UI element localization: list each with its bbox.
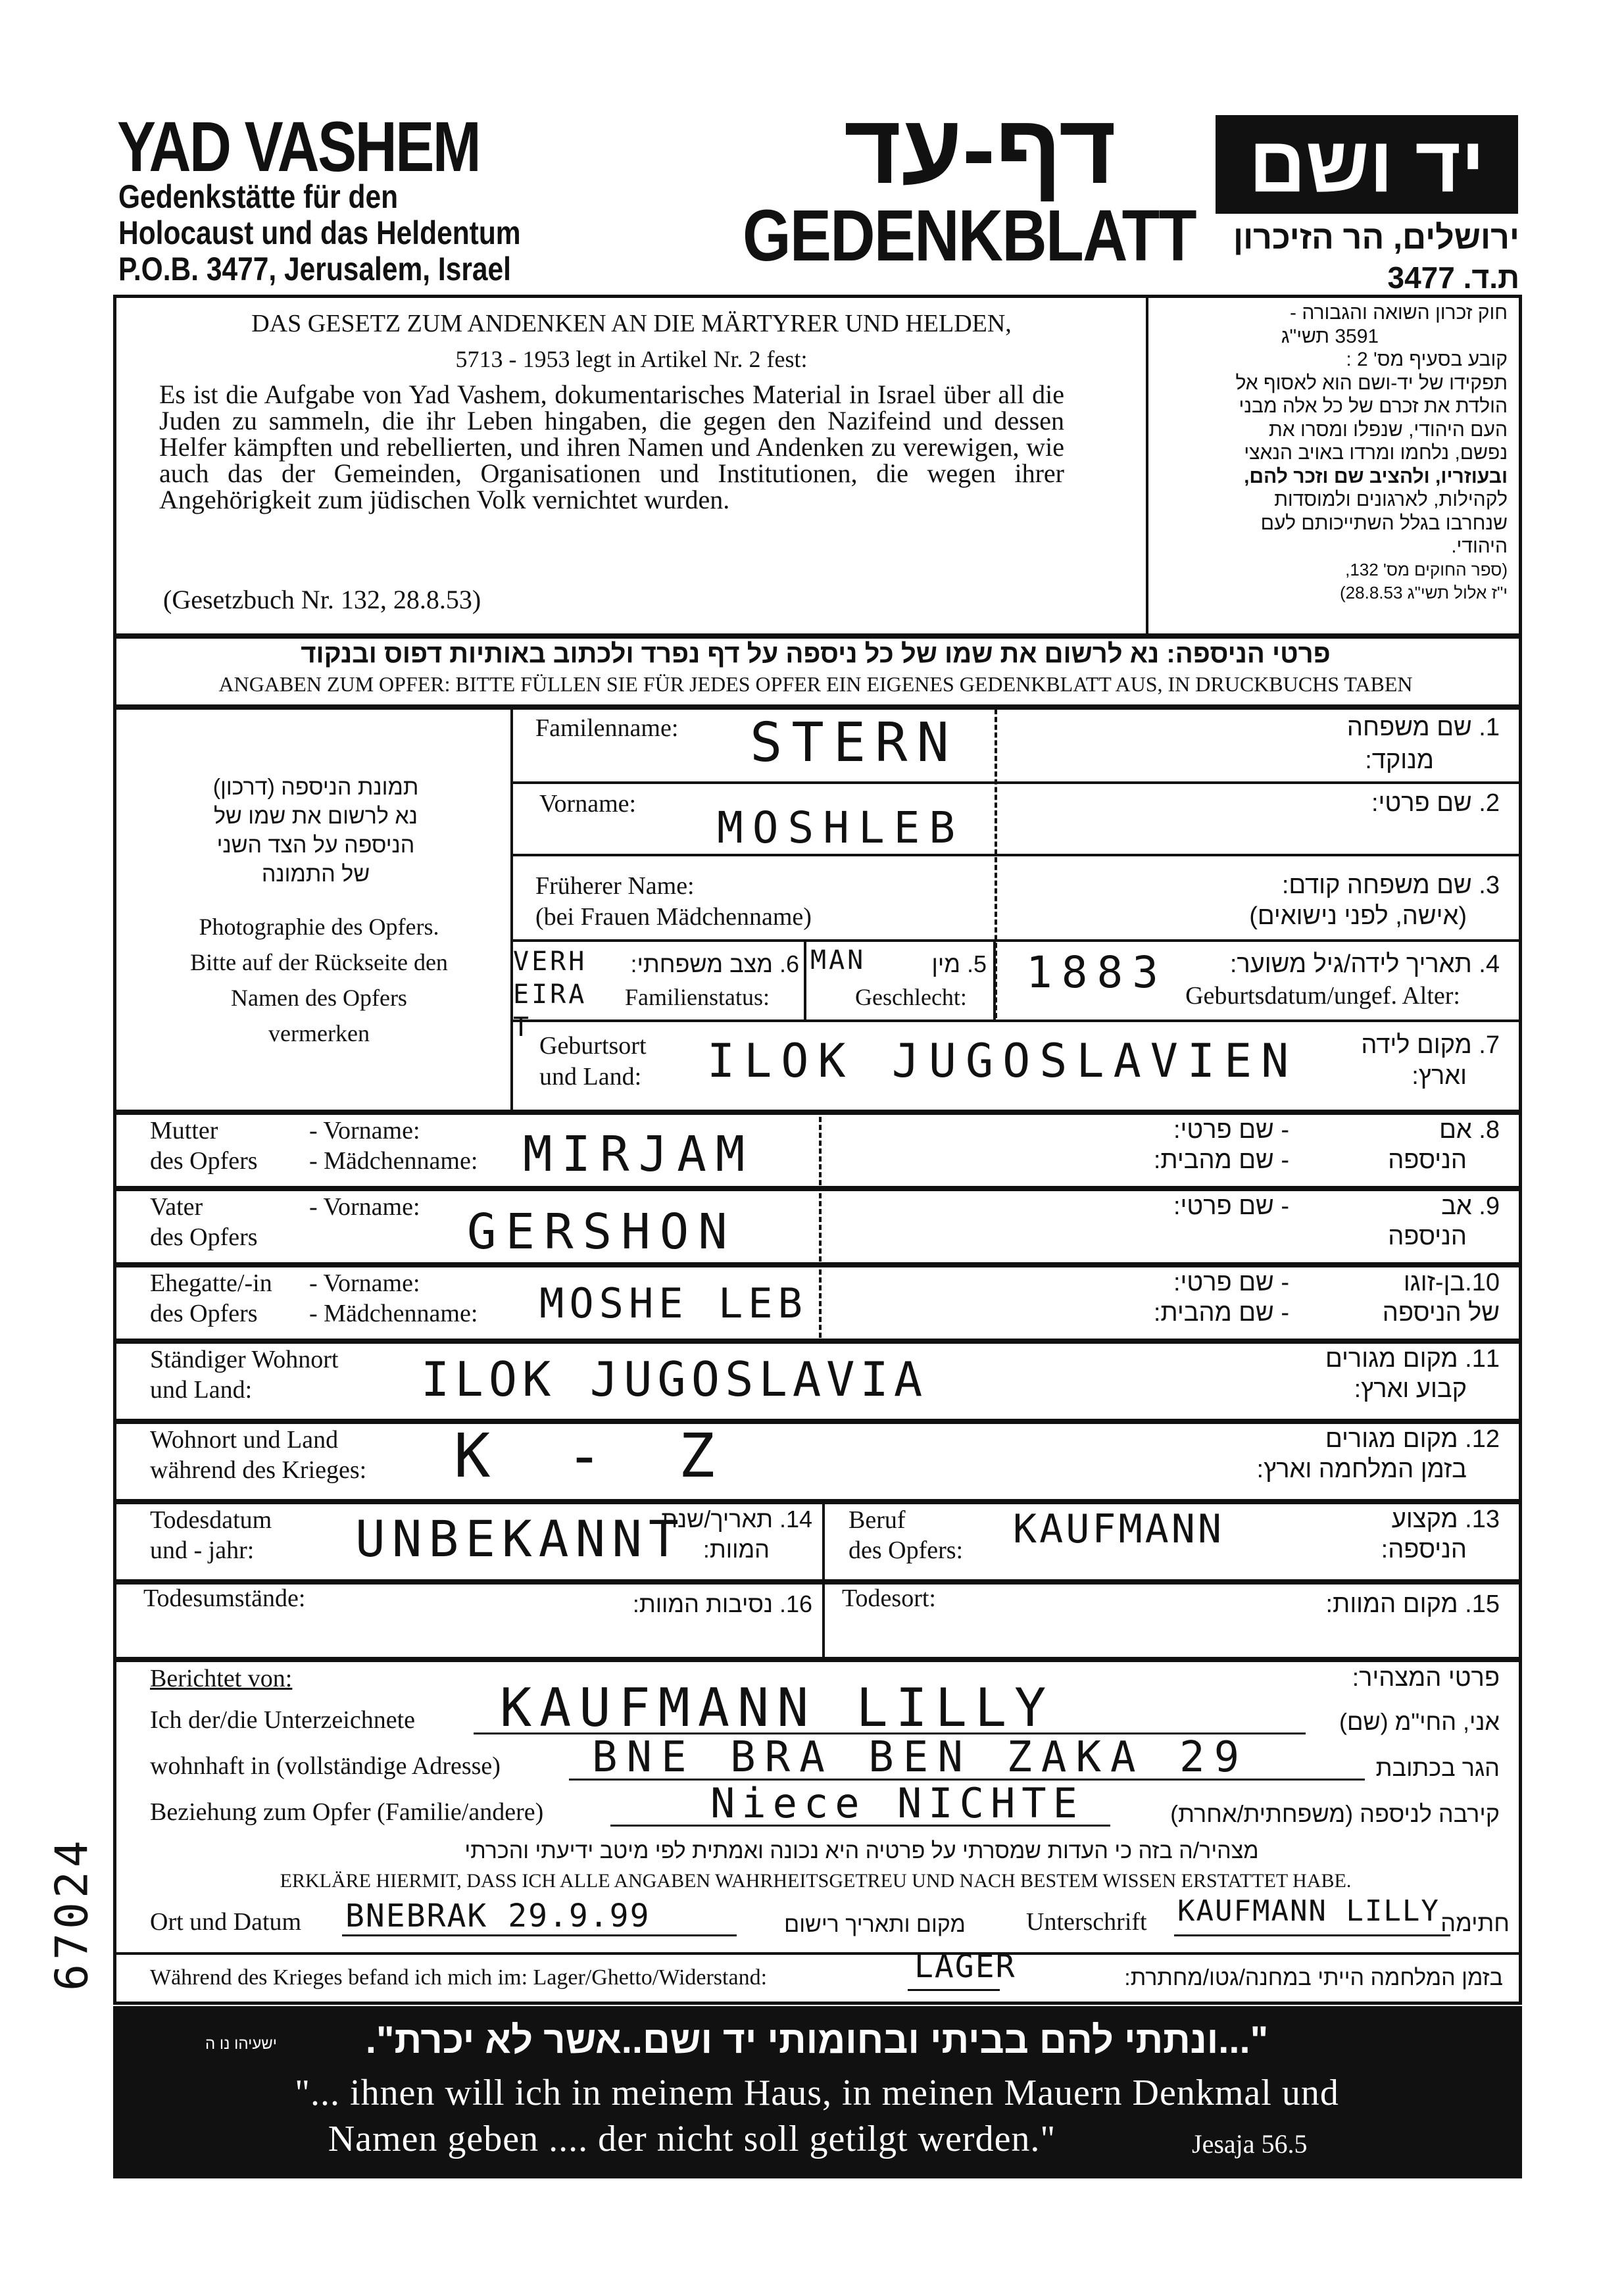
field10-heb: 10.בן-זוגו bbox=[1403, 1269, 1500, 1296]
declaration-german: ERKLÄRE HIERMIT, DASS ICH ALLE ANGABEN WAHRHEITSGETREU UND NACH BESTEM WISSEN ERSTATTET HABE. bbox=[280, 1870, 1352, 1892]
field8-heb2: הניספה bbox=[1388, 1146, 1467, 1174]
law-heb-13: י"ז אלול תשי"ג 28.8.53) bbox=[1340, 583, 1508, 602]
field3-heb: 3. שם משפחה קודם: bbox=[1281, 872, 1500, 899]
field10-hsub2: - שם מהבית: bbox=[1153, 1299, 1289, 1327]
field12-heb2: בזמן המלחמה וארץ: bbox=[1256, 1456, 1467, 1483]
photo-hebrew bbox=[145, 773, 487, 889]
field16-label: Todesumstände: bbox=[143, 1585, 306, 1612]
field11-heb2: קבוע וארץ: bbox=[1354, 1375, 1467, 1403]
photo-heb-2: נא לרשום את שמו של bbox=[214, 804, 418, 829]
field3-heb2: (אישה, לפני נישואים) bbox=[1249, 902, 1467, 930]
law-title-1: DAS GESETZ ZUM ANDENKEN AN DIE MÄRTYRER UND HELDEN, bbox=[251, 310, 1012, 337]
field9-label: Vater bbox=[150, 1193, 203, 1221]
field15-heb: 15. מקום המוות: bbox=[1325, 1590, 1500, 1618]
field16-heb: 16. נסיבות המוות: bbox=[632, 1590, 812, 1617]
reporter-name-value[interactable]: KAUFMANN LILLY bbox=[500, 1677, 1054, 1738]
header-subtitle-3: P.O.B. 3477, Jerusalem, Israel bbox=[118, 251, 511, 287]
header-hebrew-pob: ת.ד. 3477 bbox=[1387, 260, 1519, 295]
field9-heb: 9. אב bbox=[1441, 1192, 1500, 1220]
field5-heb: 5. מין bbox=[931, 950, 987, 977]
law-title-2: 5713 - 1953 legt in Artikel Nr. 2 fest: bbox=[455, 346, 808, 372]
field8-label2: des Opfers bbox=[150, 1147, 258, 1175]
field14-label: Todesdatum bbox=[150, 1506, 272, 1534]
header-subtitle-2: Holocaust und das Heldentum bbox=[118, 214, 521, 251]
victim-header-hebrew: פרטי הניספה: נא לרשום את שמו של כל ניספה על דף נפרד ולכתוב באותיות דפוס ובנקוד bbox=[301, 639, 1331, 668]
footer-ref: Jesaja 56.5 bbox=[1192, 2129, 1308, 2159]
field5-divider bbox=[993, 941, 996, 1020]
law-heb-3: קובע בסעיף מס' 2 : bbox=[1346, 349, 1508, 370]
reporter-addr-value[interactable]: BNE BRA BEN ZAKA 29 bbox=[592, 1733, 1249, 1782]
field9-value[interactable]: GERSHON bbox=[467, 1204, 737, 1260]
field10-sub1: - Vorname: bbox=[309, 1269, 420, 1297]
field9-heb2: הניספה bbox=[1388, 1223, 1467, 1250]
law-citation: (Gesetzbuch Nr. 132, 28.8.53) bbox=[163, 585, 481, 614]
war-location-label: Während des Krieges befand ich mich im: Lager/Ghetto/Widerstand: bbox=[150, 1965, 768, 1990]
spouse-dash bbox=[819, 1269, 822, 1338]
field10-heb2: של הניספה bbox=[1382, 1299, 1500, 1327]
war-location-line bbox=[908, 1989, 1000, 1991]
field11-label: Ständiger Wohnort bbox=[150, 1346, 339, 1373]
signature-label: Unterschrift bbox=[1026, 1908, 1147, 1936]
law-heb-9: לקהילות, לארגונים ולמוסדות bbox=[1274, 489, 1508, 510]
field9-label2: des Opfers bbox=[150, 1223, 258, 1251]
field9-sub1: - Vorname: bbox=[309, 1193, 420, 1221]
field2-value[interactable]: MOSHLEB bbox=[717, 802, 965, 853]
field12-label: Wohnort und Land bbox=[150, 1426, 339, 1454]
field8-heb: 8. אם bbox=[1439, 1116, 1500, 1144]
field6-label: Familienstatus: bbox=[625, 984, 770, 1010]
war-location-heb: בזמן המלחמה הייתי במחנה/גטו/מחתרת: bbox=[1124, 1965, 1503, 1990]
field7-heb: 7. מקום לידה bbox=[1361, 1031, 1500, 1059]
footer-german-1: "... ihnen will ich in meinem Haus, in meinen Mauern Denkmal und bbox=[295, 2073, 1339, 2113]
field14-heb: 14. תאריך/שנת bbox=[661, 1506, 812, 1533]
law-heb-12: (ספר החוקים מס' 132, bbox=[1345, 559, 1508, 579]
row-sep-2 bbox=[512, 854, 1521, 856]
law-heb-6: העם היהודי, שנפלו ומסרו את bbox=[1269, 418, 1508, 441]
place-date-label: Ort und Datum bbox=[150, 1908, 302, 1936]
gedenkblatt-title: GEDENKBLATT bbox=[743, 195, 1196, 276]
field2-label: Vorname: bbox=[539, 790, 637, 818]
law-hebrew-text bbox=[1152, 301, 1508, 605]
field1-heb: 1. שם משפחה bbox=[1346, 714, 1500, 741]
field6-divider bbox=[804, 941, 806, 1020]
field4-label: Geburtsdatum/ungef. Alter: bbox=[1185, 982, 1460, 1010]
law-heb-7: נפשם, נלחמו ומרדו באויב הנאצי bbox=[1244, 442, 1508, 464]
side-archive-number: 67024 bbox=[46, 1836, 99, 1991]
signature-value[interactable]: KAUFMANN LILLY bbox=[1177, 1894, 1440, 1928]
reporter-rel-label: Beziehung zum Opfer (Familie/andere) bbox=[150, 1798, 544, 1826]
field10-hsub1: - שם פרטי: bbox=[1173, 1269, 1289, 1296]
reporter-rel-value[interactable]: Niece NICHTE bbox=[710, 1779, 1084, 1827]
field12-heb: 12. מקום מגורים bbox=[1325, 1425, 1500, 1453]
field10-label2: des Opfers bbox=[150, 1300, 258, 1327]
reporter-heading-heb: פרטי המצהיר: bbox=[1352, 1664, 1500, 1692]
field1-label: Familenname: bbox=[535, 714, 679, 742]
header-subtitle-1: Gedenkstätte für den bbox=[118, 178, 399, 215]
field13-label2: des Opfers: bbox=[849, 1536, 964, 1564]
field8-sub2: - Mädchenname: bbox=[309, 1147, 478, 1175]
field6-heb: 6. מצב משפחתי: bbox=[630, 950, 799, 977]
photo-heb-3: הניספה על הצד השני bbox=[216, 833, 415, 858]
field14-value[interactable]: UNBEKANNT bbox=[355, 1510, 685, 1568]
war-location-separator bbox=[114, 1952, 1521, 1955]
war-location-value[interactable]: LAGER bbox=[914, 1948, 1016, 1985]
footer-banner bbox=[113, 2006, 1522, 2178]
header-hebrew-address: ירושלים, הר הזיכרון bbox=[1233, 219, 1519, 256]
signature-heb: חתימה bbox=[1440, 1909, 1510, 1936]
photo-divider bbox=[510, 708, 513, 1112]
field6-value[interactable]: VERHEIRAT bbox=[513, 946, 587, 1043]
reporter-name-heb: אני, החי"מ (שם) bbox=[1339, 1708, 1500, 1735]
field10-value[interactable]: MOSHE LEB bbox=[539, 1279, 808, 1327]
reporter-heading: Berichtet von: bbox=[150, 1665, 293, 1692]
field12-label2: während des Krieges: bbox=[150, 1456, 367, 1484]
field7-label2: und Land: bbox=[539, 1063, 642, 1091]
law-heb-1: חוק זכרון השואה והגבורה - bbox=[1290, 302, 1508, 324]
yad-vashem-title: YAD VASHEM bbox=[117, 107, 480, 186]
victim-header-german: ANGABEN ZUM OPFER: BITTE FÜLLEN SIE FÜR JEDES OPFER EIN EIGENES GEDENKBLATT AUS, IN DRUCKBUCHS TABEN bbox=[218, 672, 1413, 696]
reporter-name-label: Ich der/die Unterzeichnete bbox=[150, 1706, 415, 1734]
death-job-box bbox=[113, 1501, 1522, 1583]
field13-heb: 13. מקצוע bbox=[1391, 1506, 1500, 1533]
field12-value[interactable]: K - Z bbox=[454, 1421, 735, 1491]
field4-value[interactable]: 1883 bbox=[1026, 947, 1168, 998]
footer-hebrew: "...ונתתי להם בביתי ובחומותי יד ושם..אשר לא יכרת". bbox=[365, 2019, 1269, 2061]
field4-heb: 4. תאריך לידה/גיל משוער: bbox=[1229, 950, 1500, 978]
law-heb-4: תפקידו של יד-ושם הוא לאסוף אל bbox=[1235, 372, 1508, 394]
field13-label: Beruf bbox=[849, 1506, 906, 1534]
reporter-rel-heb: קירבה לניספה (משפחתית/אחרת) bbox=[1170, 1800, 1500, 1827]
field8-hsub2: - שם מהבית: bbox=[1153, 1146, 1289, 1174]
field11-value[interactable]: ILOK JUGOSLAVIA bbox=[421, 1352, 928, 1407]
header-hebrew-title: דף-עד bbox=[843, 93, 1117, 204]
photo-de-3: Namen des Opfers bbox=[231, 985, 407, 1011]
law-heb-5: הולדת את זכרם של כל אלה מבני bbox=[1239, 395, 1508, 417]
field8-sub1: - Vorname: bbox=[309, 1117, 420, 1144]
field8-label: Mutter bbox=[150, 1117, 218, 1144]
law-heb-10: שנחרבו בגלל השתייכותם לעם bbox=[1260, 512, 1508, 534]
field10-sub2: - Mädchenname: bbox=[309, 1300, 478, 1327]
law-body: Es ist die Aufgabe von Yad Vashem, dokumentarisches Material in Israel über all die Juden zu sammeln, die ihr Leben hingaben, die gegen den Nazifeind und dessen Helfer kämpften und rebellierten, und ihren Namen und Andenken zu verewigen, wie auch das der Gemeinden, Organisationen und Institutionen, die wegen ihrer Angehörigkeit zum jüdischen Volk vernichtet wurden. bbox=[159, 380, 1064, 514]
field1-value[interactable]: STERN bbox=[750, 712, 958, 774]
field7-label: Geburtsort bbox=[539, 1032, 647, 1060]
reporter-addr-label: wohnhaft in (vollständige Adresse) bbox=[150, 1752, 501, 1780]
law-heb-2: 3591 תשי"ג bbox=[1281, 325, 1379, 347]
field7-value[interactable]: ILOK JUGOSLAVIEN bbox=[707, 1034, 1298, 1088]
field3-label: Früherer Name: bbox=[535, 872, 695, 900]
mother-dash bbox=[819, 1117, 822, 1185]
field14-heb2: המוות: bbox=[702, 1536, 770, 1563]
photo-heb-1: תמונת הניספה (דרכון) bbox=[212, 775, 419, 800]
reporter-addr-heb: הגר בכתובת bbox=[1375, 1754, 1500, 1781]
footer-german-2: Namen geben .... der nicht soll getilgt werden." bbox=[328, 2119, 1056, 2159]
row-sep-1 bbox=[512, 781, 1521, 784]
field2-heb: 2. שם פרטי: bbox=[1371, 789, 1500, 817]
field8-value[interactable]: MIRJAM bbox=[523, 1126, 754, 1183]
field7-heb2: וארץ: bbox=[1412, 1062, 1467, 1090]
field15-label: Todesort: bbox=[842, 1585, 936, 1612]
row-sep-3 bbox=[512, 939, 1521, 942]
field9-hsub1: - שם פרטי: bbox=[1173, 1192, 1289, 1220]
law-box-divider bbox=[1146, 296, 1148, 635]
father-dash bbox=[819, 1193, 822, 1262]
photo-de-2: Bitte auf der Rückseite den bbox=[190, 949, 448, 975]
declaration-hebrew: מצהיר/ה בזה כי העדות שמסרתי על פרטיה היא נכונה ואמתית לפי מיטב ידיעתי והכרתי bbox=[464, 1838, 1259, 1863]
photo-heb-4: של התמונה bbox=[261, 862, 370, 887]
place-date-value[interactable]: BNEBRAK 29.9.99 bbox=[345, 1898, 651, 1934]
field5-value[interactable]: MAN bbox=[810, 945, 866, 975]
law-heb-8: ובעוזריו, ולהציב שם וזכר להם, bbox=[1244, 465, 1508, 487]
field8-hsub1: - שם פרטי: bbox=[1173, 1116, 1289, 1144]
field11-label2: und Land: bbox=[150, 1376, 253, 1404]
law-heb-11: היהודי. bbox=[1451, 535, 1508, 557]
field1-heb2: מנוקד: bbox=[1365, 747, 1434, 774]
field14-label2: und - jahr: bbox=[150, 1536, 255, 1564]
signature-line bbox=[1174, 1934, 1450, 1936]
field3-label2: (bei Frauen Mädchenname) bbox=[535, 903, 812, 931]
field13-value[interactable]: KAUFMANN bbox=[1013, 1506, 1224, 1552]
field13-heb2: הניספה: bbox=[1381, 1536, 1467, 1563]
field11-heb: 11. מקום מגורים bbox=[1325, 1345, 1500, 1373]
yad-vashem-hebrew-logo bbox=[1216, 115, 1518, 214]
row-sep-4 bbox=[512, 1020, 1521, 1022]
place-date-line bbox=[342, 1934, 737, 1936]
field5-label: Geschlecht: bbox=[855, 984, 967, 1010]
photo-german bbox=[138, 909, 500, 1051]
footer-hebrew-ref: ישעיהו נו ה bbox=[205, 2035, 278, 2053]
logo-text: יד ושם bbox=[1248, 120, 1485, 209]
field10-label: Ehegatte/-in bbox=[150, 1269, 272, 1297]
photo-de-1: Photographie des Opfers. bbox=[199, 914, 439, 940]
place-date-heb: מקום ותאריך רישום bbox=[784, 1912, 966, 1937]
photo-de-4: vermerken bbox=[268, 1020, 370, 1046]
